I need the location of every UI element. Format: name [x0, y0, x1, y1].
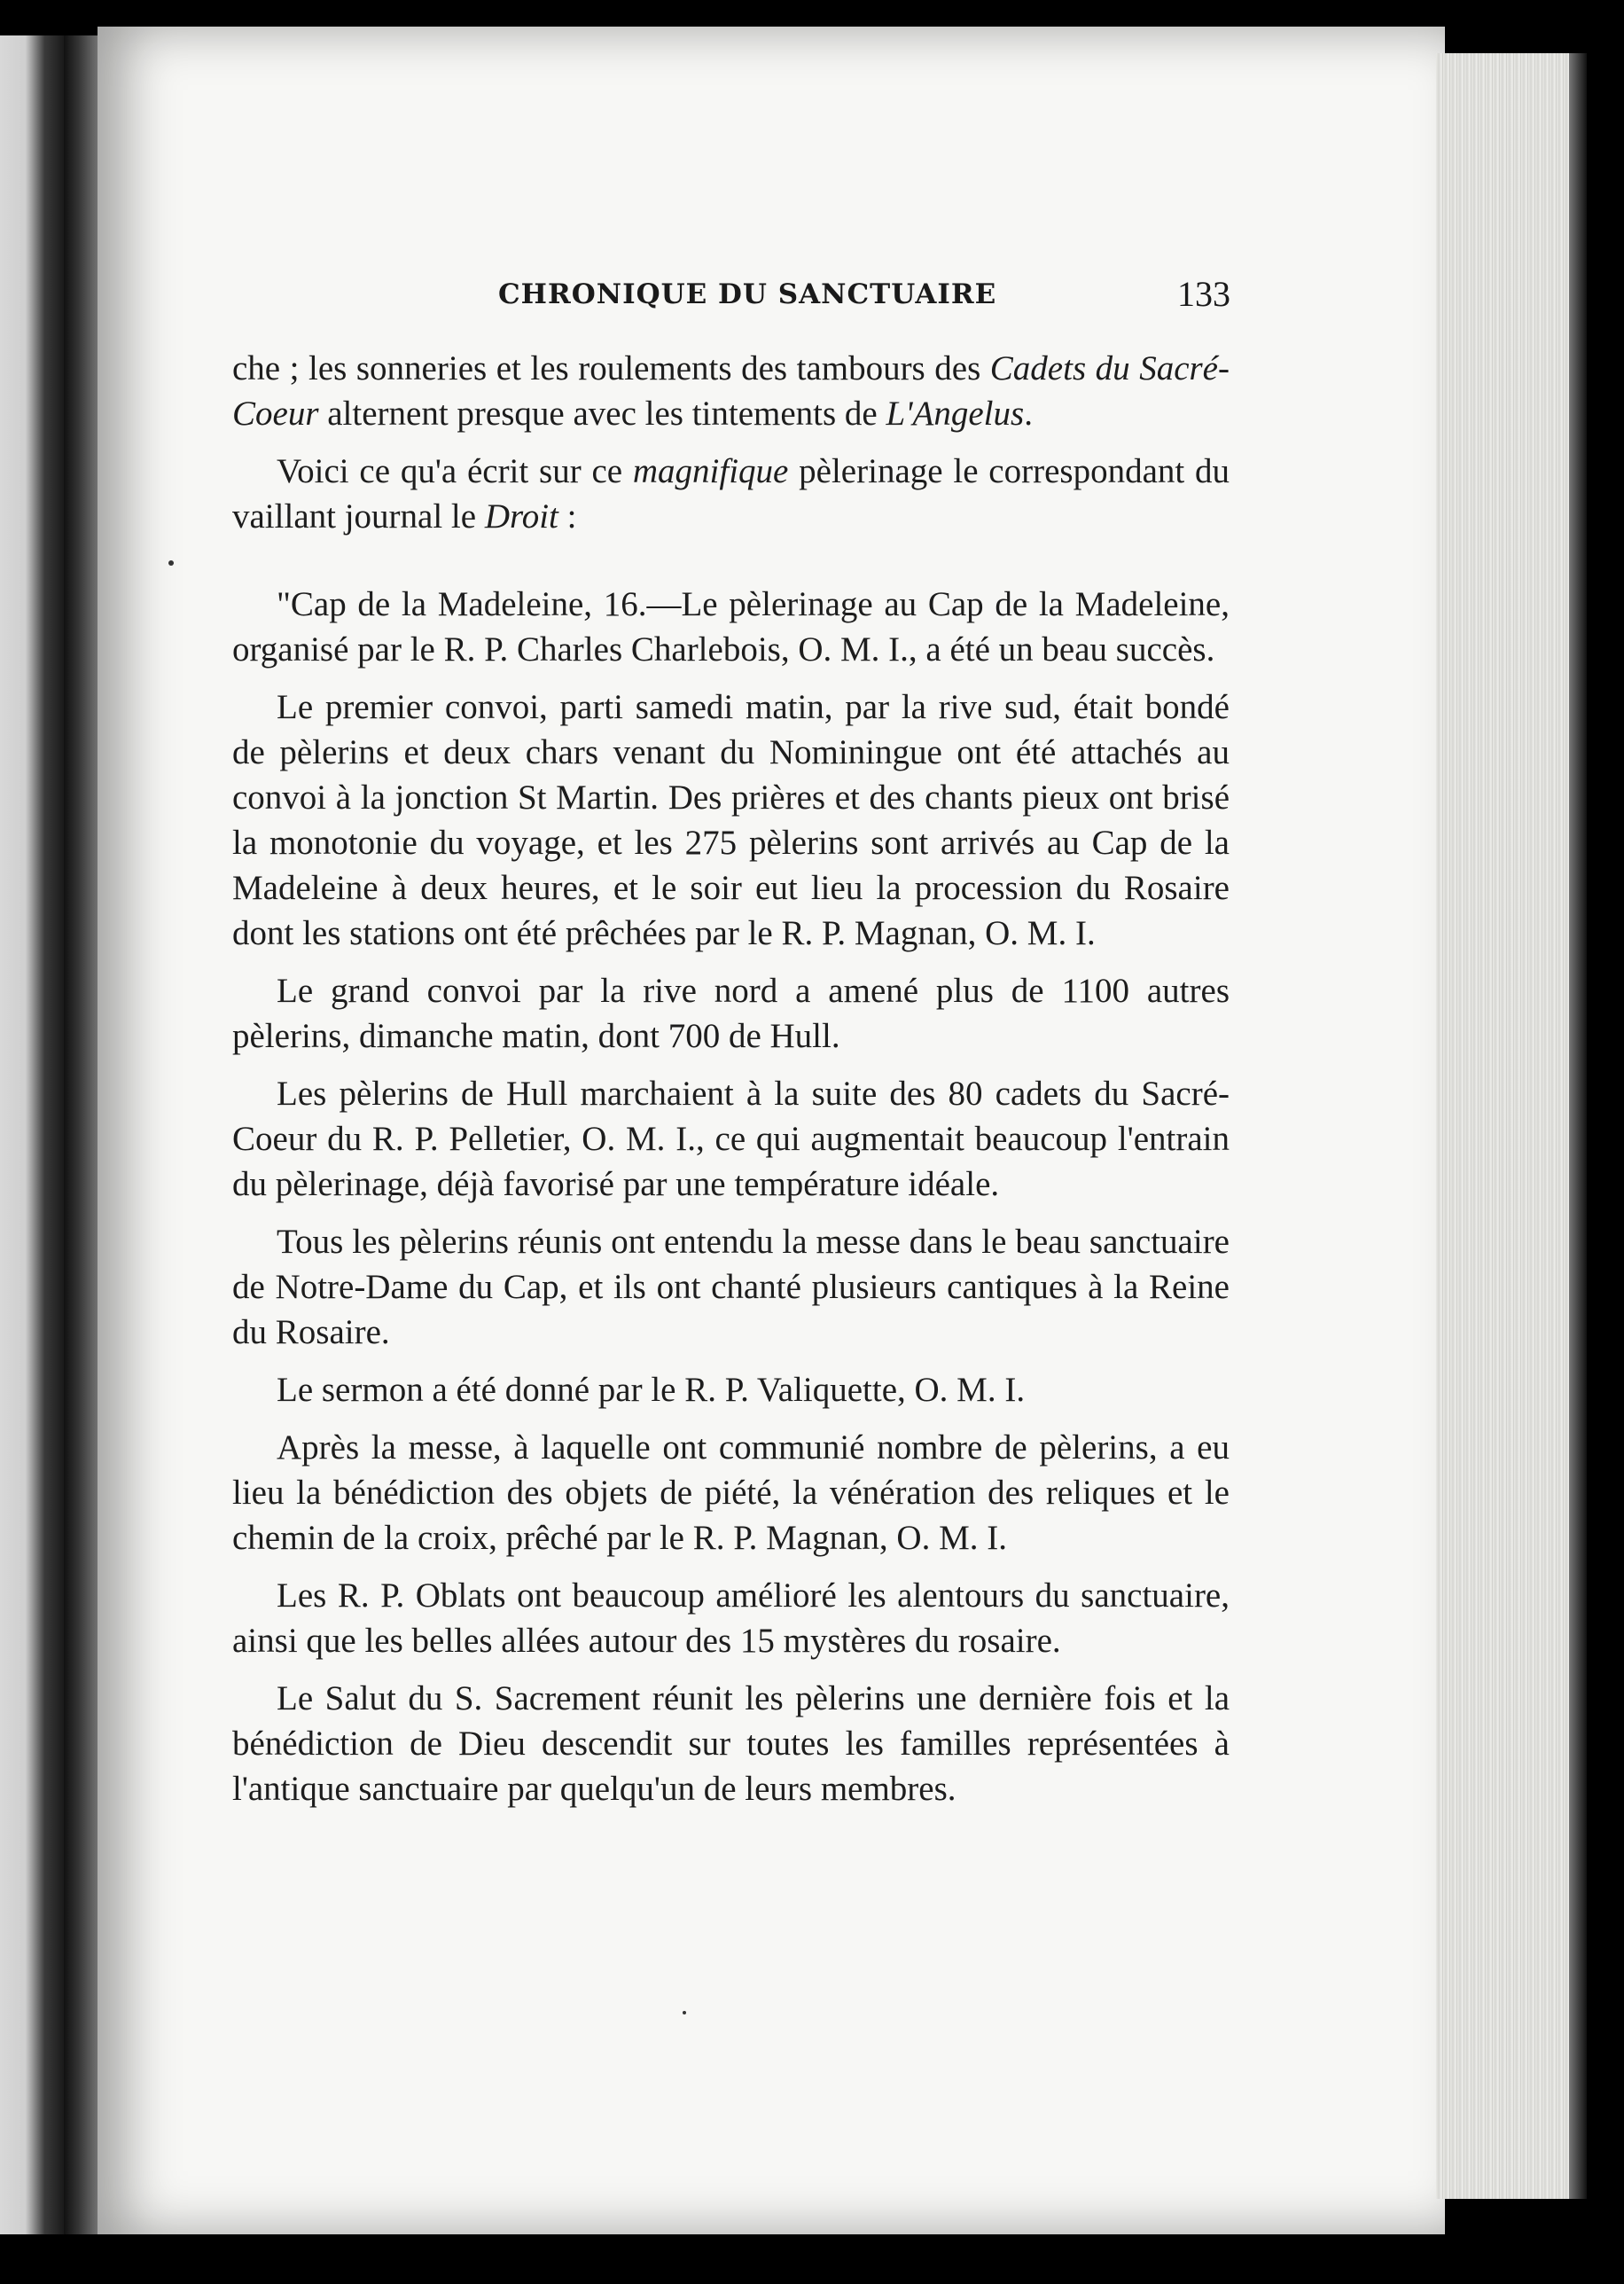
italic-text: Droit	[484, 497, 558, 536]
text-run: che ; les sonneries et les roulements des tambours des	[232, 349, 990, 387]
book-gutter	[64, 35, 99, 2234]
page-stack-shadow	[1569, 53, 1587, 2199]
scan-speck	[168, 560, 174, 566]
text-run: :	[558, 497, 577, 536]
text-run: Voici ce qu'a écrit sur ce	[277, 452, 633, 490]
paragraph	[232, 346, 1230, 436]
paragraph	[232, 449, 1230, 539]
text-run: Les R. P. Oblats ont beaucoup amélioré les alentours du sanctuaire, ainsi que les belles allées autour des 15 mystères du rosaire.	[232, 1576, 1230, 1660]
text-run: Tous les pèlerins réunis ont entendu la messe dans le beau sanctuaire de Notre-Dame du Cap, et ils ont chanté plusieurs cantiques à la Reine du Rosaire.	[232, 1223, 1230, 1351]
body-text	[232, 346, 1230, 1824]
italic-text: Cadets du Sacré-Coeur	[232, 349, 1230, 433]
text-run: Le grand convoi par la rive nord a amené plus de 1100 autres pèlerins, dimanche matin, dont 700 de Hull.	[232, 972, 1230, 1055]
running-head: CHRONIQUE DU SANCTUAIRE	[498, 278, 997, 310]
text-run: Après la messe, à laquelle ont communié nombre de pèlerins, a eu lieu la bénédiction des objets de piété, la vénération des reliques et le chemin de la croix, prêché par le R. P. Magnan, O. M. I.	[232, 1428, 1230, 1557]
paragraph	[232, 968, 1230, 1059]
scan-speck	[683, 2011, 686, 2014]
text-run: .	[1024, 395, 1033, 433]
paragraph	[232, 1071, 1230, 1207]
italic-text: magnifique	[632, 452, 789, 490]
page-stack-edge	[1436, 53, 1569, 2199]
paragraph	[232, 1676, 1230, 1811]
text-run: alternent presque avec les tintements de	[318, 395, 886, 433]
text-run: Les pèlerins de Hull marchaient à la suite des 80 cadets du Sacré-Coeur du R. P. Pelletier, O. M. I., ce qui augmentait beaucoup l'entrain du pèlerinage, déjà favorisé par une température idéale.	[232, 1075, 1230, 1203]
text-run: Le Salut du S. Sacrement réunit les pèlerins une dernière fois et la bénédiction de Dieu descendit sur toutes les familles représentées à l'antique sanctuaire par quelqu'un de leurs membres.	[232, 1679, 1230, 1808]
page-number: 133	[1177, 274, 1230, 314]
paragraph	[232, 1425, 1230, 1560]
text-run: Le sermon a été donné par le R. P. Valiquette, O. M. I.	[277, 1371, 1026, 1409]
paragraph	[232, 1219, 1230, 1355]
text-run: Le premier convoi, parti samedi matin, par la rive sud, était bondé de pèlerins et deux chars venant du Nominingue ont été attachés au convoi à la jonction St Martin. Des prières et des chants pieux ont brisé la monotonie du voyage, et les 275 pèlerins sont arrivés au Cap de la Madeleine à deux heures, et le soir eut lieu la procession du Rosaire dont les stations ont été prêchées par le R. P. Magnan, O. M. I.	[232, 688, 1230, 952]
page-header	[241, 273, 1230, 326]
paragraph	[232, 1367, 1230, 1412]
text-run: pèlerinage le correspondant du vaillant journal le	[232, 452, 1230, 536]
paragraph	[232, 684, 1230, 956]
text-run: "Cap de la Madeleine, 16.—Le pèlerinage au Cap de la Madeleine, organisé par le R. P. Charles Charlebois, O. M. I., a été un beau succès.	[232, 585, 1230, 669]
italic-text: L'Angelus	[886, 395, 1025, 433]
paragraph	[232, 1573, 1230, 1663]
paragraph	[232, 582, 1230, 672]
left-page-edge	[0, 35, 64, 2234]
